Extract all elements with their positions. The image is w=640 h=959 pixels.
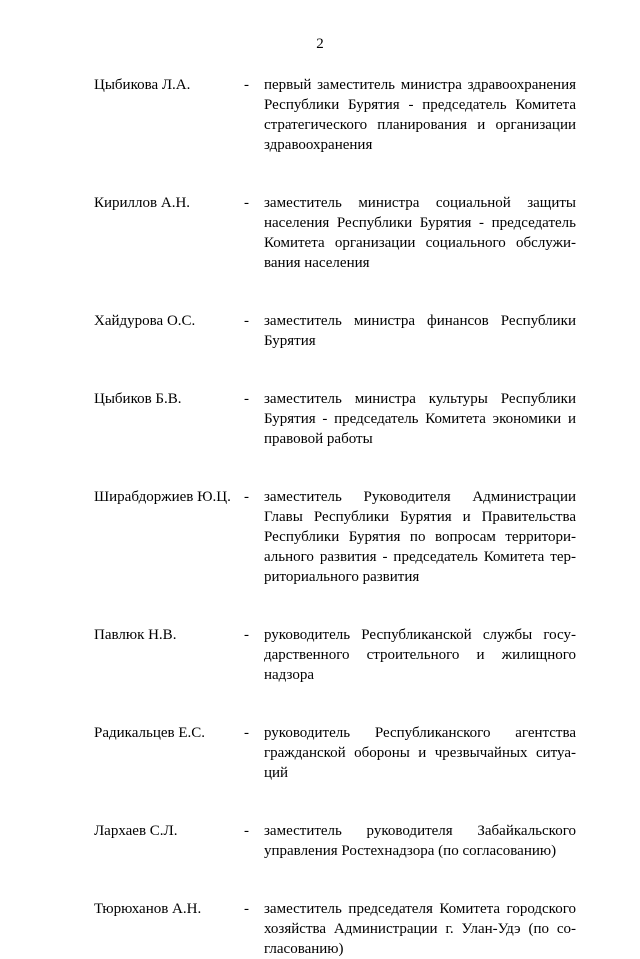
member-name: Цыбикова Л.А. — [94, 77, 191, 93]
position-line: Комитета организации социального обслужи- — [264, 235, 576, 251]
member-name: Цыбиков Б.В. — [94, 391, 182, 407]
position-line: дарственного строительного и жилищного — [264, 647, 576, 663]
dash-separator: - — [244, 77, 249, 93]
position-line: заместитель министра социальной защиты — [264, 195, 576, 211]
member-position — [264, 821, 576, 861]
dash-separator: - — [244, 823, 249, 839]
position-line: заместитель председателя Комитета городского — [264, 901, 576, 917]
member-entry — [94, 487, 578, 587]
member-entry — [94, 311, 578, 351]
member-name: Павлюк Н.В. — [94, 627, 177, 643]
position-line: заместитель Руководителя Администрации — [264, 489, 576, 505]
position-line: управления Ростехнадзора (по согласованию) — [264, 843, 557, 859]
member-name: Радикальцев Е.С. — [94, 725, 206, 741]
position-line: вания населения — [264, 255, 370, 271]
position-line: надзора — [264, 667, 314, 683]
dash-separator: - — [244, 901, 249, 917]
dash-separator: - — [244, 627, 249, 643]
dash-separator: - — [244, 195, 249, 211]
dash-separator: - — [244, 725, 249, 741]
dash-separator: - — [244, 391, 249, 407]
member-position — [264, 625, 576, 685]
position-line: ций — [264, 765, 289, 781]
position-line: заместитель министра финансов Республики — [264, 313, 576, 329]
member-position — [264, 723, 576, 783]
position-line: здравоохранения — [264, 137, 373, 153]
member-position — [264, 75, 576, 155]
member-entry — [94, 723, 578, 783]
position-line: Главы Республики Бурятия и Правительства — [264, 509, 576, 525]
member-position — [264, 193, 576, 273]
position-line: гласованию) — [264, 941, 344, 957]
dash-separator: - — [244, 489, 249, 505]
member-entry — [94, 389, 578, 449]
position-line: Бурятия — [264, 333, 316, 349]
position-line: заместитель руководителя Забайкальского — [264, 823, 576, 839]
position-line: ального развития - председатель Комитета тер- — [264, 549, 576, 565]
member-position — [264, 311, 576, 351]
position-line: руководитель Республиканского агентства — [264, 725, 576, 741]
member-name: Кириллов А.Н. — [94, 195, 191, 211]
member-position — [264, 389, 576, 449]
member-entry — [94, 821, 578, 861]
member-entry — [94, 193, 578, 273]
member-position — [264, 899, 576, 959]
position-line: правовой работы — [264, 431, 373, 447]
member-position — [264, 487, 576, 587]
member-entry — [94, 75, 578, 155]
member-entry — [94, 899, 578, 959]
member-entry — [94, 625, 578, 685]
position-line: риториального развития — [264, 569, 420, 585]
position-line: первый заместитель министра здравоохранения — [264, 77, 576, 93]
page-number: 2 — [316, 36, 324, 52]
position-line: Республики Бурятия - председатель Комитета — [264, 97, 576, 113]
member-name: Тюрюханов А.Н. — [94, 901, 202, 917]
position-line: стратегического планирования и организации — [264, 117, 576, 133]
member-list — [94, 75, 578, 959]
position-line: хозяйства Администрации г. Улан-Удэ (по со- — [264, 921, 576, 937]
member-name: Лархаев С.Л. — [94, 823, 178, 839]
position-line: населения Республики Бурятия - председатель — [264, 215, 576, 231]
position-line: Бурятия - председатель Комитета экономики и — [264, 411, 576, 427]
position-line: Республики Бурятия по вопросам территори- — [264, 529, 576, 545]
dash-separator: - — [244, 313, 249, 329]
position-line: гражданской обороны и чрезвычайных ситуа- — [264, 745, 576, 761]
member-name: Ширабдоржиев Ю.Ц. — [94, 489, 231, 505]
position-line: руководитель Республиканской службы госу- — [264, 627, 576, 643]
member-name: Хайдурова О.С. — [94, 313, 196, 329]
position-line: заместитель министра культуры Республики — [264, 391, 576, 407]
